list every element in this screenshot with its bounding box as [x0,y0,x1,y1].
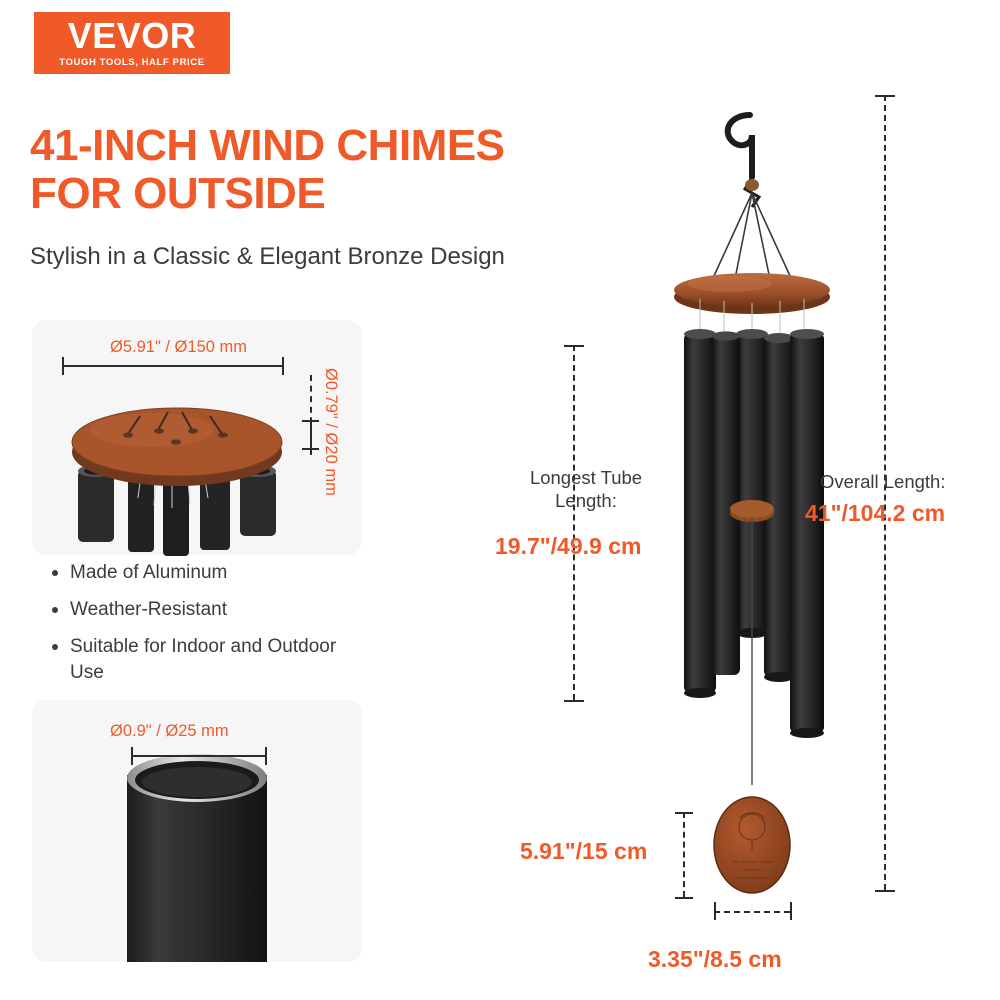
longest-tube-label [511,466,661,512]
brand-name: VEVOR [67,15,197,56]
list-item: Suitable for Indoor and Outdoor Use [52,634,352,686]
sail-height-value: 5.91"/15 cm [520,838,648,864]
overall-length-label: Overall Length: [820,471,946,492]
disc-thickness-tick-top [302,420,319,422]
subtitle: Stylish in a Classic & Elegant Bronze Design [30,243,505,270]
disc-diameter-label: Ø5.91" / Ø150 mm [110,338,247,356]
headline-line-2: FOR OUTSIDE [30,169,326,218]
vevor-logo [34,12,230,74]
svg-text:May the gentle chimes: May the gentle chimes [731,859,773,864]
svg-text:endless happiness: endless happiness [735,875,769,880]
longest-tube-tick-bottom [564,700,584,702]
brand-tagline: TOUGH TOOLS, HALF PRICE [59,57,205,68]
tube-diameter-label: Ø0.9" / Ø25 mm [110,722,229,740]
sail-height-dim-line [683,812,685,897]
headline-line-1: 41-INCH WIND CHIMES [30,121,505,170]
sail-width-value: 3.35"/8.5 cm [648,946,782,972]
overall-length-tick-top [875,95,895,97]
headline [30,122,550,218]
sail-width-dim-line [714,911,790,913]
list-item: Weather-Resistant [52,597,352,623]
disc-thickness-tick-bottom [302,448,319,450]
longest-tube-dim-line [573,345,575,700]
longest-tube-label-line1: Longest Tube [529,467,643,488]
sail-height-tick-top [675,812,693,814]
disc-thickness-label: Ø0.79" / Ø20 mm [322,368,340,496]
sail-width-tick-left [714,902,716,920]
sail-width-tick-right [790,902,792,920]
list-item: Made of Aluminum [52,560,352,586]
overall-length-value: 41"/104.2 cm [805,500,946,526]
longest-tube-label-line2: Length: [555,490,617,511]
longest-tube-value: 19.7"/49.9 cm [495,533,642,559]
disc-diameter-tick-left [62,357,64,375]
tube-diameter-tick-right [265,747,267,765]
feature-list [52,560,352,697]
tube-diameter-tick-left [131,747,133,765]
longest-tube-tick-top [564,345,584,347]
svg-text:bring you: bring you [743,867,761,872]
disc-diameter-tick-right [282,357,284,375]
sail-height-tick-bottom [675,897,693,899]
disc-diameter-line [62,365,282,367]
disc-thickness-line [310,420,312,448]
overall-length-tick-bottom [875,890,895,892]
tube-diameter-line [131,755,265,757]
